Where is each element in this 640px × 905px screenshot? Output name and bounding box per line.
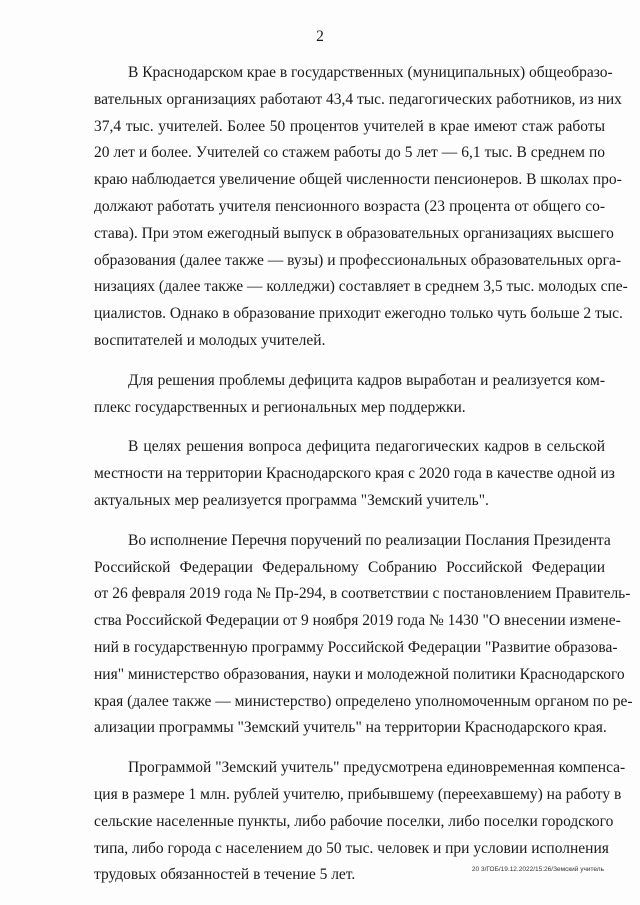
text-line: от 26 февраля 2019 года № Пр-294, в соответствии с постановлением Правитель-: [94, 585, 631, 603]
text-line: края (далее также — министерство) определено уполномоченным органом по ре-: [94, 692, 633, 710]
text-line: Программой "Земский учитель" предусмотрена единовременная компенса-: [128, 759, 626, 777]
text-line: ния" министерство образования, науки и молодежной политики Краснодарского: [94, 665, 625, 683]
paragraph-teacher-statistics: [94, 60, 628, 355]
text-line: ализации программы "Земский учитель" на территории Краснодарского края.: [94, 719, 607, 737]
text-line: трудовых обязанностей в течение 5 лет.: [94, 866, 356, 884]
text-line: циалистов. Однако в образование приходит ежегодно только чуть больше 2 тыс.: [94, 305, 623, 323]
paragraph-legal-basis: [94, 528, 633, 742]
text-line: должают работать учителя пенсионного возраста (23 процента от общего со-: [94, 197, 605, 215]
text-line: краю наблюдается увеличение общей численности пенсионеров. В школах про-: [94, 171, 622, 189]
paragraph-rural-program: [94, 434, 615, 514]
text-line: местности на территории Краснодарского края с 2020 года в качестве одной из: [94, 465, 615, 483]
text-line: актуальных мер реализуется программа "Земский учитель".: [94, 491, 489, 509]
text-line: воспитателей и молодых учителей.: [94, 331, 326, 349]
text-line: Российской Федерации Федеральному Собранию Российской Федерации: [94, 558, 605, 576]
footer-document-stamp: 20 3/ГОБ/19.12.2022/15:26/Земский учитель: [471, 866, 604, 873]
text-line: образования (далее также — вузы) и профессиональных образовательных орга-: [94, 251, 622, 269]
text-line: плекс государственных и региональных мер поддержки.: [94, 398, 466, 416]
text-line: типа, либо города с населением до 50 тыс. человек и при условии исполнения: [94, 839, 609, 857]
text-line: вательных организациях работают 43,4 тыс. педагогических работников, из них: [94, 90, 622, 108]
document-body: [94, 60, 633, 889]
text-line: ция в размере 1 млн. рублей учителю, прибывшему (переехавшему) на работу в: [94, 785, 622, 803]
text-line: сельские населенные пункты, либо рабочие поселки, либо поселки городского: [94, 812, 614, 830]
text-line: става). При этом ежегодный выпуск в образовательных организациях высшего: [94, 224, 614, 242]
paragraph-support-measures: [94, 368, 605, 422]
text-line: 20 лет и более. Учителей со стажем работы до 5 лет — 6,1 тыс. В среднем по: [94, 144, 605, 162]
text-line: В Краснодарском крае в государственных (муниципальных) общеобразо-: [128, 64, 613, 81]
text-line: Во исполнение Перечня поручений по реализации Послания Президента: [128, 531, 611, 549]
text-line: В целях решения вопроса дефицита педагогических кадров в сельской: [128, 438, 605, 456]
text-line: Для решения проблемы дефицита кадров выработан и реализуется ком-: [128, 371, 605, 389]
text-line: низациях (далее также — колледжи) составляет в среднем 3,5 тыс. молодых спе-: [94, 278, 628, 296]
text-line: ства Российской Федерации от 9 ноября 2019 года № 1430 "О внесении измене-: [94, 612, 621, 630]
page-number: 2: [316, 28, 324, 45]
text-line: 37,4 тыс. учителей. Более 50 процентов учителей в крае имеют стаж работы: [94, 117, 605, 135]
text-line: ний в государственную программу Российской Федерации "Развитие образова-: [94, 638, 618, 656]
